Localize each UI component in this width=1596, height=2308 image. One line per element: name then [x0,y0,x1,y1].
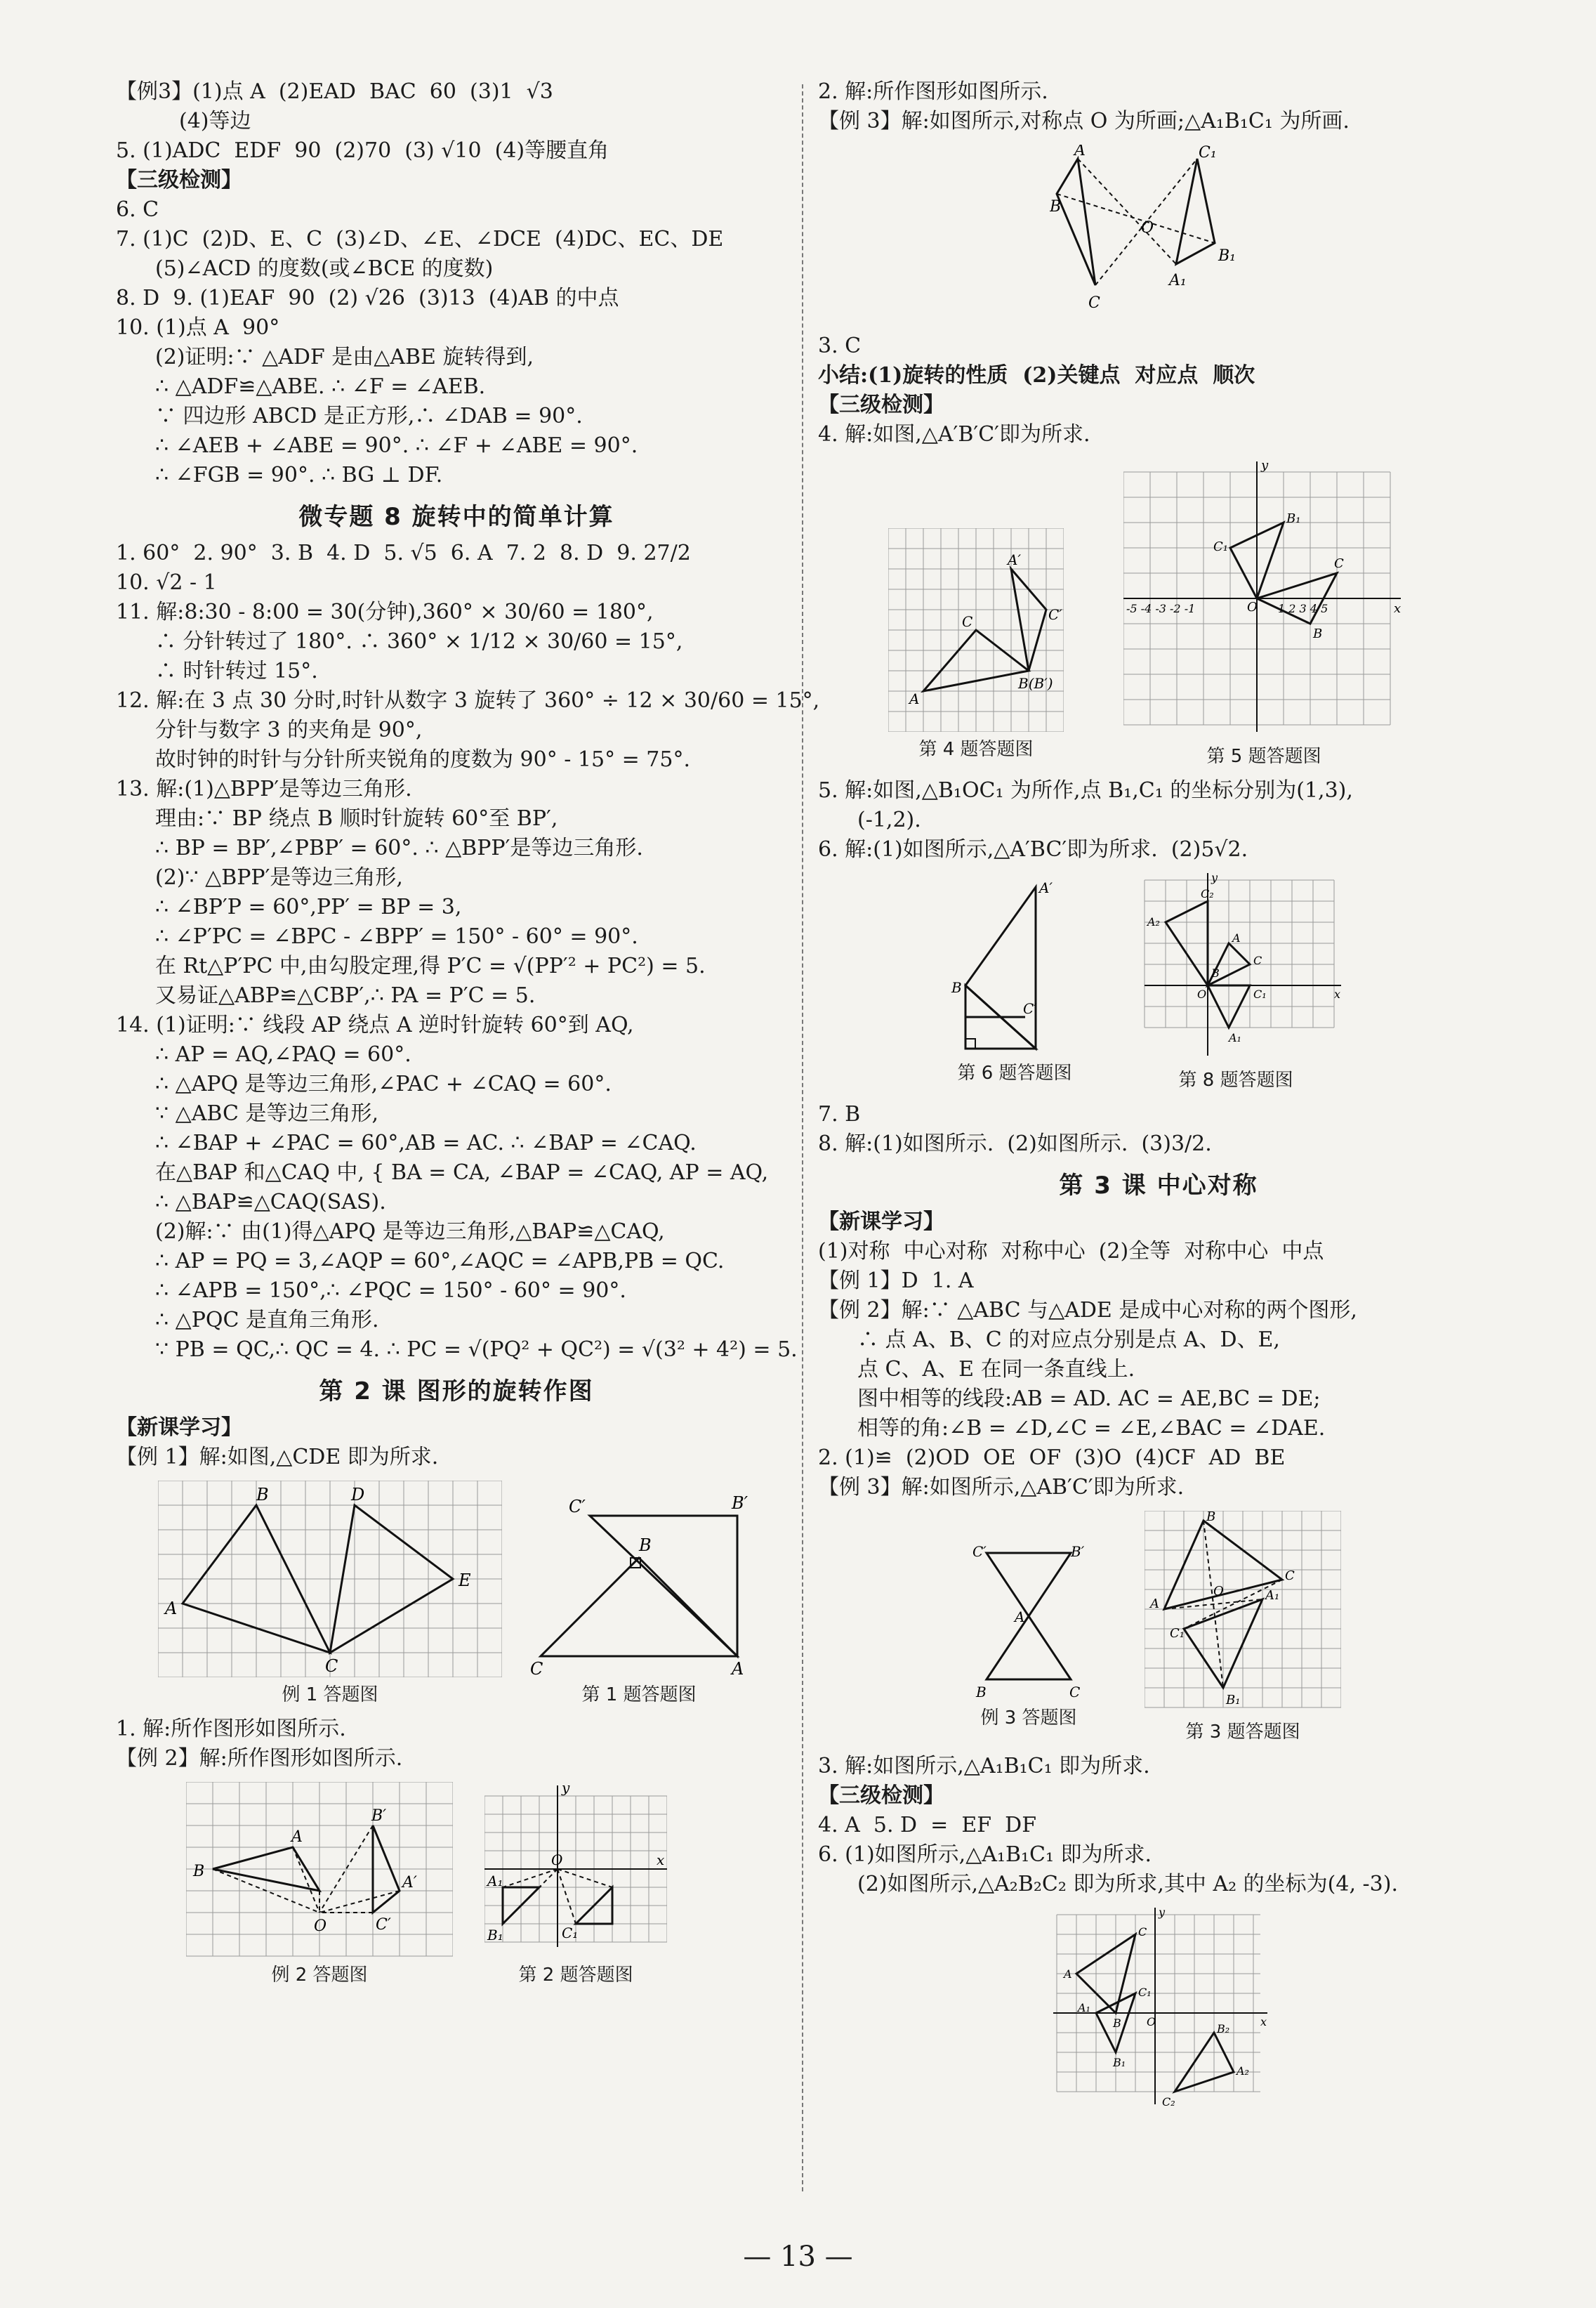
text-line: 在 Rt△P′PC 中,由勾股定理,得 P′C = √(PP′² + PC²) = 5. [155,954,706,978]
svg-text:B: B [976,1684,987,1700]
text-line: 14. (1)证明:∵ 线段 AP 绕点 A 逆时针旋转 60°到 AQ, [116,1013,634,1037]
svg-text:B: B [1113,2017,1121,2030]
text-line: 1. 60° 2. 90° 3. B 4. D 5. √5 6. A 7. 2 8. D 9. 27/2 [116,541,691,565]
svg-text:y: y [1159,1908,1166,1919]
triangle-figure-q6 [944,873,1085,1056]
text-line: ∴ ∠BAP + ∠PAC = 60°,AB = AC. ∴ ∠BAP = ∠CAQ. [155,1131,697,1155]
text-line: 4. A 5. D = EF DF [818,1813,1037,1837]
text-line: 3. C [818,334,862,358]
svg-text:C′: C′ [972,1543,987,1560]
svg-text:O: O [1247,600,1258,615]
caption: 第 8 题答题图 [1178,1070,1293,1091]
svg-text:C: C [1334,556,1344,571]
text-line: ∵ PB = QC,∴ QC = 4. ∴ PC = √(PQ² + QC²) = √(3² + 4²) = 5. [155,1337,798,1362]
svg-text:y: y [1211,873,1218,884]
svg-text:B₁: B₁ [487,1927,503,1943]
text-line: 6. C [116,197,159,222]
column-divider [802,84,803,2191]
text-line: ∴ BP = BP′,∠PBP′ = 60°. ∴ △BPP′是等边三角形. [155,836,643,860]
section-label: 【新课学习】 [818,1209,944,1234]
text-line: ∴ △ADF≌△ABE. ∴ ∠F = ∠AEB. [155,374,486,399]
figure-row-ex2-q2 [116,1782,797,1986]
text-line: 【例 2】解:所作图形如图所示. [116,1746,403,1771]
svg-text:A: A [732,1659,744,1677]
figure-row-ex1-q1 [116,1481,797,1706]
left-column [116,77,820,1995]
text-line: ∴ 点 A、B、C 的对应点分别是点 A、D、E, [857,1327,1280,1352]
text-line: 2. (1)≌ (2)OD OE OF (3)O (4)CF AD BE [818,1445,1286,1470]
text-line: 7. (1)C (2)D、E、C (3)∠D、∠E、∠DCE (4)DC、EC、DE [116,227,724,251]
svg-text:O: O [314,1917,327,1935]
svg-text:A₁: A₁ [1078,2001,1090,2014]
caption: 第 1 题答题图 [581,1684,697,1705]
section-title: 第 3 课 中心对称 [1059,1172,1258,1200]
text-line: 【例 2】解:∵ △ABC 与△ADE 是成中心对称的两个图形, [818,1298,1357,1323]
text-line: (-1,2). [857,808,921,832]
svg-text:A: A [1015,1608,1025,1625]
grid-figure-ex1 [158,1481,502,1677]
svg-text:A₁: A₁ [487,1873,503,1889]
svg-text:A [1033,1054,1044,1056]
svg-text:E: E [459,1571,471,1590]
text-line: 4. 解:如图,△A′B′C′即为所求. [818,422,1090,447]
svg-text:B₁: B₁ [1218,247,1236,265]
svg-text:B′: B′ [1071,1543,1085,1560]
grid-figure-ex2 [186,1782,453,1958]
svg-text:A: A [291,1828,303,1846]
figure-q6 [944,873,1085,1084]
svg-text:C′: C′ [569,1497,586,1516]
svg-text:y: y [1261,458,1269,473]
svg-text:C₁: C₁ [1213,539,1229,554]
text-line: (4)等边 [179,109,251,133]
symmetry-figure [1050,145,1260,320]
svg-text:B₁: B₁ [1286,511,1301,526]
text-line: ∴ AP = AQ,∠PAQ = 60°. [155,1042,411,1067]
text-line: ∵ △ABC 是等边三角形, [155,1101,378,1126]
text-line: ∴ ∠AEB + ∠ABE = 90°. ∴ ∠F + ∠ABE = 90°. [155,433,638,458]
svg-text:B₂: B₂ [1217,2022,1230,2035]
text-line: 【例3】(1)点 A (2)EAD BAC 60 (3)1 √3 [116,79,553,104]
text-line: (2)如图所示,△A₂B₂C₂ 即为所求,其中 A₂ 的坐标为(4, -3). [857,1872,1399,1896]
svg-text:C: C [530,1659,543,1677]
svg-text:B: B [1211,966,1220,980]
svg-text:A₂: A₂ [1236,2064,1249,2078]
svg-text:C₁: C₁ [1170,1626,1185,1641]
svg-text:x: x [1334,988,1341,1001]
coordinate-figure-q8 [1130,873,1341,1063]
summary-line: 小结:(1)旋转的性质 (2)关键点 对应点 顺次 [818,363,1255,388]
text-line: 5. (1)ADC EDF 90 (2)70 (3) √10 (4)等腰直角 [116,138,609,163]
text-line: 8. D 9. (1)EAF 90 (2) √26 (3)13 (4)AB 的中点 [116,286,619,310]
svg-text:C: C [962,613,973,630]
svg-text:C: C [325,1656,338,1676]
figure-q2 [484,1782,667,1986]
svg-text:B′: B′ [732,1493,748,1513]
text-line: 5. 解:如图,△B₁OC₁ 为所作,点 B₁,C₁ 的坐标分别为(1,3), [818,778,1353,803]
svg-text:A₂: A₂ [1147,915,1161,929]
caption: 第 5 题答题图 [1206,746,1321,767]
svg-text:1 2 3 4 5: 1 2 3 4 5 [1278,602,1328,615]
figure-ex3-rotation [1050,145,1499,323]
triangle-figure-q1 [527,1481,751,1677]
text-line: 点 C、A、E 在同一条直线上. [857,1357,1135,1382]
caption: 例 1 答题图 [282,1684,378,1705]
caption: 第 6 题答题图 [957,1063,1072,1084]
caption: 例 2 答题图 [271,1965,368,1986]
svg-text:B′: B′ [371,1807,387,1825]
text-line: 【例 3】解:如图所示,△AB′C′即为所求. [818,1475,1185,1500]
svg-text:B: B [951,979,962,996]
svg-text:A₁: A₁ [1169,272,1187,289]
figure-ex3 [958,1539,1099,1729]
svg-text:O: O [1141,219,1154,237]
svg-text:O: O [1147,2015,1156,2028]
text-line: 又易证△ABP≌△CBP′,∴ PA = P′C = 5. [155,983,536,1008]
svg-text:C₂: C₂ [1201,887,1214,900]
text-line: 在△BAP 和△CAQ 中, { BA = CA, ∠BAP = ∠CAQ, AP = AQ, [155,1160,769,1185]
svg-text:A: A [1150,1596,1160,1611]
svg-text:B₁: B₁ [1113,2056,1126,2069]
coordinate-figure-q5 [1123,458,1404,739]
text-line: ∴ ∠APB = 150°,∴ ∠PQC = 150° - 60° = 90°. [155,1278,626,1303]
text-line: 6. 解:(1)如图所示,△A′BC′即为所求. (2)5√2. [818,837,1248,862]
svg-text:O: O [1213,1584,1224,1599]
text-line: 3. 解:如图所示,△A₁B₁C₁ 即为所求. [818,1754,1150,1778]
text-line: 8. 解:(1)如图所示. (2)如图所示. (3)3/2. [818,1132,1212,1156]
figure-q1 [527,1481,751,1706]
text-line: ∴ ∠BP′P = 60°,PP′ = BP = 3, [155,895,462,919]
svg-text:C: C [1285,1568,1295,1583]
svg-text:B: B [1313,627,1323,641]
svg-text:O: O [1197,988,1207,1001]
text-line: ∴ 分针转过了 180°. ∴ 360° × 1/12 × 30/60 = 15°, [155,629,683,654]
figure-q8 [1130,873,1341,1091]
svg-text:A′: A′ [402,1874,417,1891]
svg-text:y: y [562,1782,570,1796]
text-line: ∴ 时针转过 15°. [155,659,318,683]
svg-text:A₁: A₁ [1265,1588,1280,1603]
svg-text:C₁: C₁ [1138,1986,1152,1999]
svg-text:C [958,1054,969,1056]
figure-q5 [1123,458,1404,768]
text-line: ∴ △BAP≌△CAQ(SAS). [155,1190,386,1214]
caption: 例 3 答题图 [980,1707,1077,1729]
central-symmetry-ex3 [958,1539,1099,1700]
figure-row-q4-q5 [818,458,1499,768]
text-line: (2)∵ △BPP′是等边三角形, [155,865,403,890]
text-line: (5)∠ACD 的度数(或∠BCE 的度数) [155,256,494,281]
svg-text:C′: C′ [1048,606,1062,623]
text-line: ∴ △APQ 是等边三角形,∠PAC + ∠CAQ = 60°. [155,1072,612,1096]
text-line: 理由:∵ BP 绕点 B 顺时针旋转 60°至 BP′, [155,806,558,831]
svg-text:C′: C′ [376,1916,391,1934]
figure-ex2 [186,1782,453,1986]
text-line: 10. √2 - 1 [116,570,217,595]
svg-text:B(B′): B(B′) [1018,675,1053,692]
grid-figure-q3 [1145,1511,1341,1714]
svg-text:B: B [1206,1511,1216,1524]
text-line: ∴ △PQC 是直角三角形. [155,1308,379,1332]
text-line: 1. 解:所作图形如图所示. [116,1717,346,1741]
text-line: 2. 解:所作图形如图所示. [818,79,1048,104]
text-line: (2)证明:∵ △ADF 是由△ABE 旋转得到, [155,345,534,369]
svg-text:C: C [1069,1684,1081,1700]
coordinate-figure-q6b [1050,1908,1274,2111]
svg-text:A: A [165,1599,178,1618]
svg-text:x: x [1260,2015,1267,2028]
section-label: 【三级检测】 [818,393,944,417]
text-line: ∴ AP = PQ = 3,∠AQP = 60°,∠AQC = ∠APB,PB = QC. [155,1249,725,1273]
figure-q4 [888,528,1064,761]
svg-text:C: C [1253,954,1262,967]
caption: 第 2 题答题图 [518,1965,633,1986]
svg-text:C: C [1138,1925,1147,1939]
svg-text:C′: C′ [1023,1000,1037,1017]
right-column [818,77,1499,2123]
text-line: (2)解:∵ 由(1)得△APQ 是等边三角形,△BAP≌△CAQ, [155,1219,665,1244]
text-line: ∴ ∠P′PC = ∠BPC - ∠BPP′ = 150° - 60° = 90°. [155,924,638,949]
text-line: (1)对称 中心对称 对称中心 (2)全等 对称中心 中点 [818,1239,1324,1264]
svg-text:A: A [1074,145,1086,159]
figure-row-q6-q8 [818,873,1499,1091]
svg-text:B: B [1050,198,1062,216]
svg-text:A: A [1064,1967,1072,1981]
svg-text:x: x [657,1851,665,1868]
svg-text:C: C [1088,294,1100,312]
svg-text:B: B [193,1863,205,1880]
text-line: 13. 解:(1)△BPP′是等边三角形. [116,777,412,801]
svg-text:x: x [1394,601,1402,616]
section-title: 第 2 课 图形的旋转作图 [319,1377,594,1405]
text-line: 分针与数字 3 的夹角是 90°, [155,718,423,742]
svg-text:C₁: C₁ [1253,988,1267,1001]
section-label: 【三级检测】 [116,168,242,192]
figure-row-ex3-q3 [818,1511,1499,1743]
text-line: 6. (1)如图所示,△A₁B₁C₁ 即为所求. [818,1842,1152,1867]
figure-q6-coordinates [1050,1908,1499,2114]
svg-text:D: D [351,1485,365,1504]
text-line: 图中相等的线段:AB = AD. AC = AE,BC = DE; [857,1386,1321,1411]
text-line: 7. B [818,1102,861,1127]
text-line: ∴ ∠FGB = 90°. ∴ BG ⊥ DF. [155,463,443,487]
text-line: 11. 解:8:30 - 8:00 = 30(分钟),360° × 30/60 = 180°, [116,600,654,624]
page-number: — 13 — [743,2241,853,2273]
grid-figure-q2 [484,1782,667,1958]
svg-text:B: B [639,1535,652,1555]
text-line: 相等的角:∠B = ∠D,∠C = ∠E,∠BAC = ∠DAE. [857,1416,1326,1441]
svg-text:B: B [256,1485,269,1504]
caption: 第 3 题答题图 [1185,1722,1300,1743]
text-line: 12. 解:在 3 点 30 分时,时针从数字 3 旋转了 360° ÷ 12 × 30/60 = 15°, [116,688,820,713]
svg-text:A′: A′ [1039,879,1053,896]
svg-text:C₁: C₁ [562,1925,579,1941]
section-label: 【新课学习】 [116,1415,242,1440]
svg-text:A: A [1232,931,1241,945]
caption: 第 4 题答题图 [918,739,1034,760]
figure-ex1 [158,1481,502,1706]
svg-text:B₁: B₁ [1226,1693,1241,1707]
text-line: 10. (1)点 A 90° [116,315,280,340]
svg-text:A: A [909,690,920,707]
text-line: 【例 1】解:如图,△CDE 即为所求. [116,1445,439,1469]
svg-text:A₁: A₁ [1229,1031,1242,1044]
text-line: 故时钟的时针与分针所夹锐角的度数为 90° - 15° = 75°. [155,747,691,772]
svg-text:C₂: C₂ [1162,2095,1175,2109]
text-line: 【例 3】解:如图所示,对称点 O 为所画;△A₁B₁C₁ 为所画. [818,109,1350,133]
svg-text:O: O [551,1851,563,1868]
text-line: ∵ 四边形 ABCD 是正方形,∴ ∠DAB = 90°. [155,404,583,428]
figure-q3 [1145,1511,1341,1743]
section-label: 【三级检测】 [818,1783,944,1808]
section-title: 微专题 8 旋转中的简单计算 [298,503,614,531]
grid-figure-q4 [888,528,1064,732]
svg-text:A′: A′ [1008,551,1021,568]
text-line: 【例 1】D 1. A [818,1268,974,1293]
svg-text:-5 -4 -3 -2 -1: -5 -4 -3 -2 -1 [1126,602,1196,615]
svg-text:C₁: C₁ [1199,145,1217,162]
